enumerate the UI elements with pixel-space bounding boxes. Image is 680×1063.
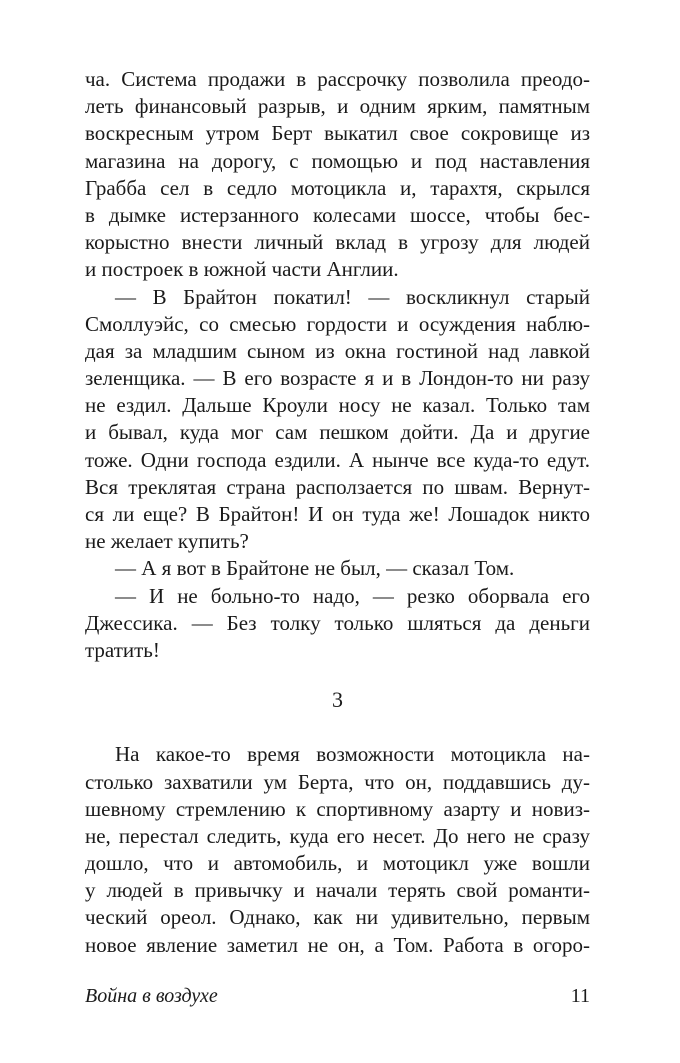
page-body	[85, 66, 590, 959]
paragraph	[85, 741, 590, 959]
text-line: магазина на дорогу, с помощью и под наставления	[85, 148, 590, 173]
text-line: новое явление заметил не он, а Том. Работа в огоро-	[85, 932, 590, 957]
text-line: ча. Система продажи в рассрочку позволила преодо-	[85, 67, 590, 91]
text-line: зеленщика. — В его возрасте я и в Лондон-то ни разу	[85, 366, 590, 391]
text-line: Вся треклятая страна расползается по швам. Вернут-	[85, 474, 590, 499]
running-title: Война в воздухе	[85, 985, 218, 1007]
text-line: не ездил. Дальше Кроули носу не казал. Только там	[85, 393, 590, 418]
text-line: — И не больно-то надо, — резко оборвала его	[115, 583, 590, 608]
paragraph	[85, 66, 590, 284]
chapter-number: 3	[332, 687, 343, 713]
text-line: тратить!	[85, 637, 160, 662]
text-line: и построек в южной части Англии.	[85, 257, 399, 282]
text-line: — В Брайтон покатил! — воскликнул старый	[115, 284, 590, 309]
text-line: не, перестал следить, куда его несет. До него не сразу	[85, 823, 590, 848]
paragraph	[85, 583, 590, 665]
text-line: воскресным утром Берт выкатил свое сокровище из	[85, 121, 590, 146]
text-line: шевному стремлению к спортивному азарту и новиз-	[85, 796, 590, 821]
text-line: Грабба сел в седло мотоцикла и, тарахтя, скрылся	[85, 175, 590, 200]
text-line: корыстно внести личный вклад в угрозу для людей	[85, 230, 590, 255]
text-line: тоже. Одни господа ездили. А нынче все куда-то едут.	[85, 447, 590, 472]
text-line: леть финансовый разрыв, и одним ярким, памятным	[85, 94, 590, 119]
text-line: в дымке истерзанного колесами шоссе, чтобы бес-	[85, 202, 590, 227]
text-line: дая за младшим сыном из окна гостиной над лавкой	[85, 338, 590, 363]
text-line: На какое-то время возможности мотоцикла на-	[115, 742, 590, 767]
text-line: Джессика. — Без толку только шляться да деньги	[85, 610, 590, 635]
text-line: у людей в привычку и начали терять свой романти-	[85, 878, 590, 903]
page-footer	[85, 984, 590, 1008]
text-line: ся ли еще? В Брайтон! И он туда же! Лошадок никто	[85, 502, 590, 526]
text-line: столько захватили ум Берта, что он, поддавшись ду-	[85, 769, 590, 794]
text-line: не желает купить?	[85, 529, 249, 554]
text-line: ческий ореол. Однако, как ни удивительно, первым	[85, 905, 590, 930]
text-line: дошло, что и автомобиль, и мотоцикл уже вошли	[85, 851, 590, 876]
text-line: и бывал, куда мог сам пешком дойти. Да и другие	[85, 420, 590, 445]
paragraph	[85, 555, 590, 582]
text-line: Смоллуэйс, со смесью гордости и осуждения наблю-	[85, 311, 590, 336]
text-line: — А я вот в Брайтоне не был, — сказал Том.	[115, 556, 515, 581]
page-number: 11	[570, 985, 590, 1007]
paragraph	[85, 284, 590, 556]
